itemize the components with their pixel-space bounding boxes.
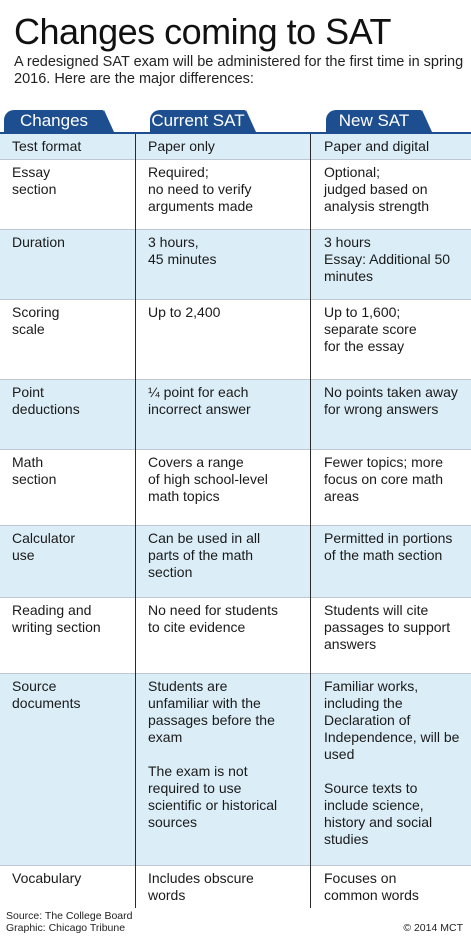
new-sat-cell: Focuses on common words [324,870,419,903]
change-cell: Duration [12,234,65,250]
tab-current-sat: Current SAT [151,111,245,130]
change-cell: Scoring scale [12,304,60,337]
current-sat-cell: Can be used in all parts of the math section [148,530,261,580]
page-subtitle: A redesigned SAT exam will be administered for the first time in spring 2016. Here are the major differences: [14,54,464,87]
change-cell: Test format [12,138,82,154]
source-credit [6,910,132,934]
change-cell: Source documents [12,678,81,711]
current-sat-cell: Includes obscure words [148,870,254,903]
change-cell: Calculator use [12,530,76,563]
page-title: Changes coming to SAT [14,11,392,52]
new-sat-cell: Permitted in portions of the math section [324,530,453,563]
change-cell: Vocabulary [12,870,82,886]
new-sat-cell: Familiar works, including the Declaration of Independence, will be used Source texts to include science, history and social studies [324,678,460,847]
table-row [0,450,471,526]
current-sat-cell: Required; no need to verify arguments made [148,164,254,214]
column-divider [135,134,136,908]
current-sat-cell: Up to 2,400 [148,304,221,320]
current-sat-cell: Students are unfamiliar with the passages before the exam The exam is not required to use scientific or historical sources [148,678,278,830]
current-sat-cell: Paper only [148,138,215,154]
tab-new-sat: New SAT [326,110,422,132]
new-sat-cell: Optional; judged based on analysis strength [324,164,430,214]
table-row [0,866,471,908]
table-row [0,674,471,866]
table-row [0,300,471,380]
table-row [0,526,471,598]
new-sat-cell: No points taken away for wrong answers [324,384,458,417]
table-row [0,160,471,230]
table-row [0,230,471,300]
change-cell: Reading and writing section [12,602,101,635]
current-sat-cell: 3 hours, 45 minutes [148,234,217,267]
change-cell: Point deductions [12,384,80,417]
current-sat-cell: Covers a range of high school-level math topics [148,454,268,504]
column-divider [310,134,311,908]
new-sat-cell: 3 hours Essay: Additional 50 minutes [324,234,451,284]
graphic-line: Graphic: Chicago Tribune [6,922,126,934]
change-cell: Math section [12,454,57,487]
current-sat-cell: ¼ point for each incorrect answer [148,384,251,417]
copyright: © 2014 MCT [403,922,463,934]
table-row [0,134,471,160]
current-sat-cell: No need for students to cite evidence [148,602,278,635]
tab-changes: Changes [4,110,104,132]
column-header-tabs [0,108,471,134]
change-cell: Essay section [12,164,57,197]
table-row [0,598,471,674]
new-sat-cell: Students will cite passages to support answers [324,602,451,652]
new-sat-cell: Fewer topics; more focus on core math areas [324,454,444,504]
new-sat-cell: Up to 1,600; separate score for the essay [324,304,417,354]
table-row [0,380,471,450]
source-line: Source: The College Board [6,910,133,922]
new-sat-cell: Paper and digital [324,138,430,154]
